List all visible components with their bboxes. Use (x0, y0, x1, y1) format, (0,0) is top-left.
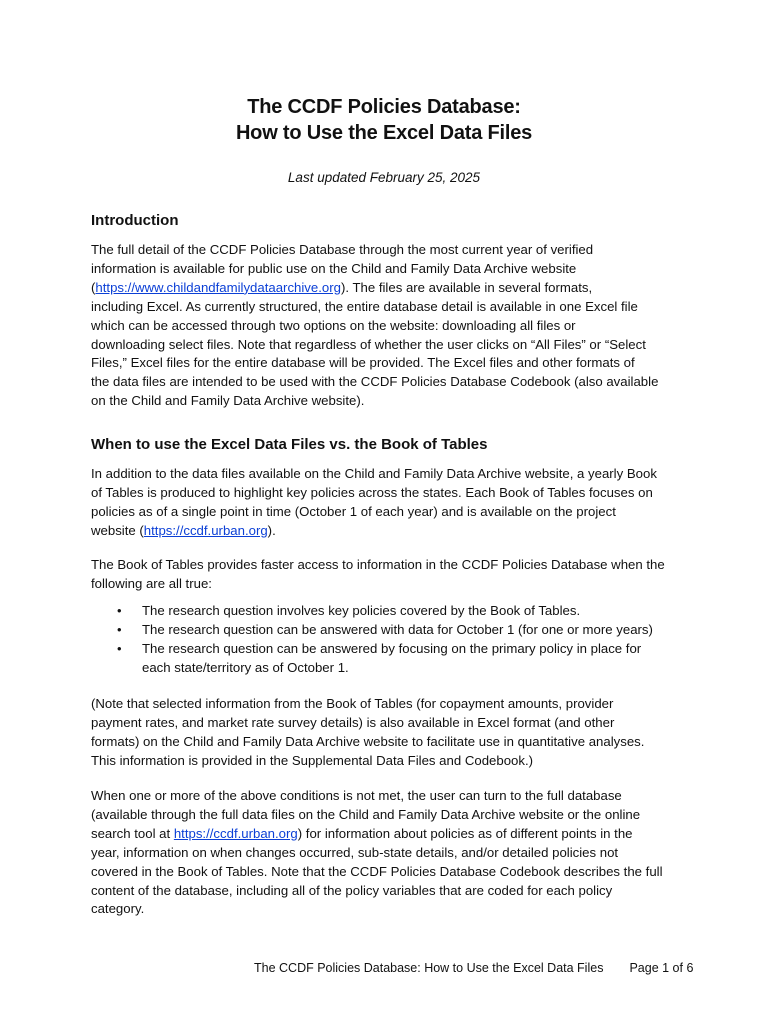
text-line: year, information on when changes occurred, sub-state details, and/or detailed policies not (91, 844, 619, 860)
text-line (91, 522, 691, 541)
text-line: downloading select files. Note that regardless of whether the user clicks on “All Files” or “Select (91, 336, 646, 352)
when-to-use-heading: When to use the Excel Data Files vs. the Book of Tables (91, 436, 488, 453)
text-line: policies as of a single point in time (October 1 of each year) and is available on the project (91, 503, 616, 519)
footer-title: The CCDF Policies Database: How to Use the Excel Data Files (254, 961, 604, 975)
text-line: on the Child and Family Data Archive website). (91, 393, 365, 409)
text-fragment: ( (91, 279, 96, 295)
bullet-text: The research question can be answered by focusing on the primary policy in place for (142, 640, 642, 656)
ccdf-urban-link[interactable]: https://ccdf.urban.org (143, 522, 268, 538)
text-line: When one or more of the above conditions is not met, the user can turn to the full database (91, 788, 622, 803)
conditions-bullet-list (91, 602, 691, 678)
text-line: (available through the full data files on the Child and Family Data Archive website or the online (91, 806, 641, 822)
bullet-icon: • (117, 621, 122, 637)
bullet-icon: • (117, 603, 122, 618)
bullet-item (91, 621, 691, 640)
page-number: Page 1 of 6 (629, 961, 694, 975)
text-line: In addition to the data files available on the Child and Family Data Archive website, a yearly Book (91, 466, 657, 481)
full-database-paragraph (91, 787, 691, 919)
text-line: payment rates, and market rate survey details) is also available in Excel format (and other (91, 714, 615, 730)
introduction-heading: Introduction (91, 212, 179, 229)
bullet-item (91, 602, 691, 621)
bullet-text: each state/territory as of October 1. (142, 659, 349, 675)
text-line: the data files are intended to be used with the CCDF Policies Database Codebook (also available (91, 374, 659, 390)
text-line: content of the database, including all of the policy variables that are coded for each policy (91, 882, 613, 898)
text-fragment: ). The files are available in several formats, (340, 279, 593, 295)
book-of-tables-intro-paragraph (91, 465, 691, 541)
text-line: This information is provided in the Supplemental Data Files and Codebook.) (91, 752, 534, 768)
text-line: (Note that selected information from the Book of Tables (for copayment amounts, provider (91, 696, 614, 711)
bullet-text: The research question involves key policies covered by the Book of Tables. (142, 603, 581, 618)
title-line-2: How to Use the Excel Data Files (235, 122, 533, 144)
page-title (0, 94, 768, 146)
text-line: which can be accessed through two options on the website: downloading all files or (91, 317, 576, 333)
text-line: The full detail of the CCDF Policies Database through the most current year of verified (91, 242, 594, 257)
text-fragment: ) for information about policies as of different points in the (297, 825, 633, 841)
text-line (91, 825, 691, 844)
text-fragment: website ( (91, 522, 144, 538)
supplemental-note-paragraph (91, 695, 691, 771)
child-family-data-archive-link[interactable]: https://www.childandfamilydataarchive.org (95, 279, 341, 295)
text-line: Files,” Excel files for the entire database will be provided. The Excel files and other formats of (91, 355, 635, 371)
text-line: following are all true: (91, 575, 212, 591)
text-line: of Tables is produced to highlight key policies across the states. Each Book of Tables focuses on (91, 484, 653, 500)
book-of-tables-conditions-paragraph (91, 556, 691, 594)
text-line: including Excel. As currently structured, the entire database detail is available in one Excel file (91, 298, 638, 314)
text-fragment: ). (267, 522, 276, 538)
bullet-icon: • (117, 640, 122, 656)
text-line: category. (91, 901, 145, 917)
last-updated-date: Last updated February 25, 2025 (287, 170, 481, 185)
page-footer (254, 961, 693, 975)
bullet-text: The research question can be answered with data for October 1 (for one or more years) (142, 621, 653, 637)
introduction-paragraph (91, 241, 691, 411)
ccdf-urban-search-link[interactable]: https://ccdf.urban.org (173, 825, 298, 841)
title-line-1: The CCDF Policies Database: (247, 96, 521, 118)
text-line: information is available for public use on the Child and Family Data Archive website (91, 260, 577, 276)
text-line (91, 279, 691, 298)
text-fragment: search tool at (91, 825, 174, 841)
text-line: covered in the Book of Tables. Note that the CCDF Policies Database Codebook describes the full (91, 863, 663, 879)
bullet-item (91, 640, 691, 678)
text-line: The Book of Tables provides faster access to information in the CCDF Policies Database when the (91, 557, 665, 572)
text-line: formats) on the Child and Family Data Archive website to facilitate use in quantitative analyses. (91, 733, 645, 749)
